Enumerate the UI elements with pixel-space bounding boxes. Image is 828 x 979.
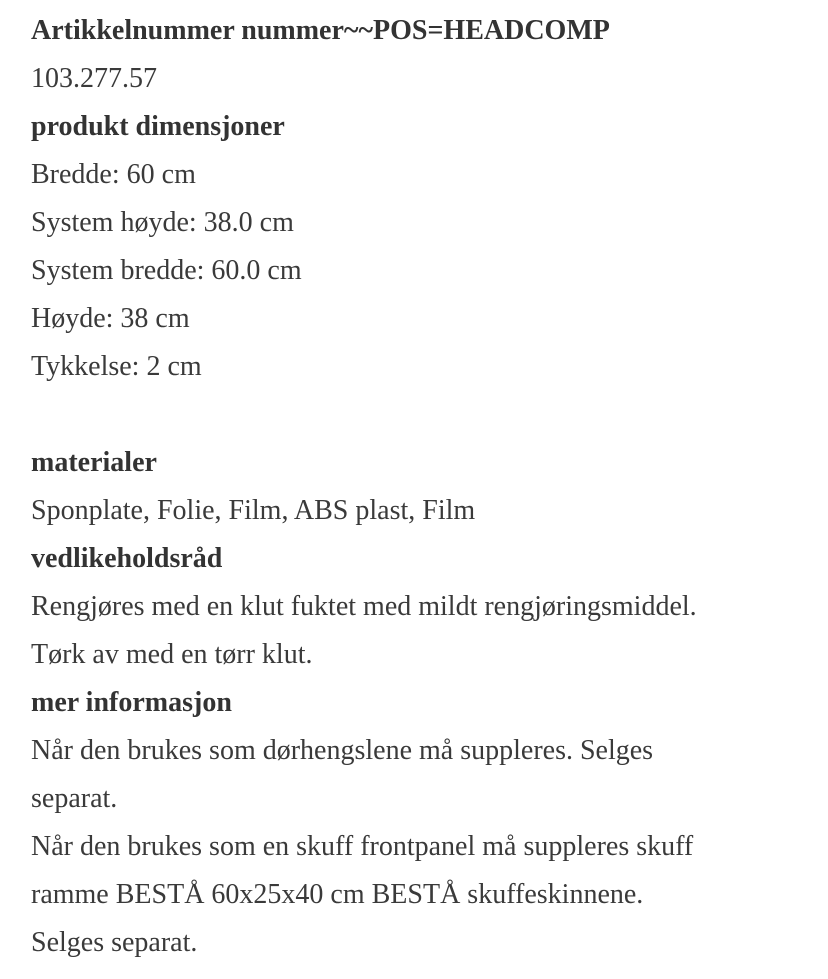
more-info-line: Når den brukes som en skuff frontpanel må suppleres skuff (31, 831, 694, 862)
care-line: Rengjøres med en klut fuktet med mildt rengjøringsmiddel. (31, 591, 697, 622)
dimension-thickness: Tykkelse: 2 cm (31, 351, 202, 382)
article-number-value: 103.277.57 (31, 63, 157, 94)
dimension-system-width: System bredde: 60.0 cm (31, 255, 302, 286)
dimension-height: Høyde: 38 cm (31, 303, 190, 334)
materials-heading: materialer (31, 447, 157, 478)
materials-section (31, 439, 821, 535)
article-number-section (31, 7, 821, 103)
section-spacer (31, 391, 821, 439)
dimension-system-height: System høyde: 38.0 cm (31, 207, 294, 238)
dimensions-heading: produkt dimensjoner (31, 111, 285, 142)
more-info-heading: mer informasjon (31, 687, 232, 718)
more-info-section (31, 679, 821, 967)
care-section (31, 535, 821, 679)
more-info-line: Selges separat. (31, 927, 198, 958)
care-line: Tørk av med en tørr klut. (31, 639, 313, 670)
dimensions-section (31, 103, 821, 391)
more-info-line: separat. (31, 783, 118, 814)
more-info-line: Når den brukes som dørhengslene må suppleres. Selges (31, 735, 654, 766)
materials-value: Sponplate, Folie, Film, ABS plast, Film (31, 495, 476, 526)
more-info-line: ramme BESTÅ 60x25x40 cm BESTÅ skuffeskinnene. (31, 879, 644, 910)
care-heading: vedlikeholdsråd (31, 543, 223, 574)
dimension-width: Bredde: 60 cm (31, 159, 196, 190)
product-info-document (31, 7, 821, 967)
article-number-heading: Artikkelnummer nummer~~POS=HEADCOMP (31, 15, 610, 46)
